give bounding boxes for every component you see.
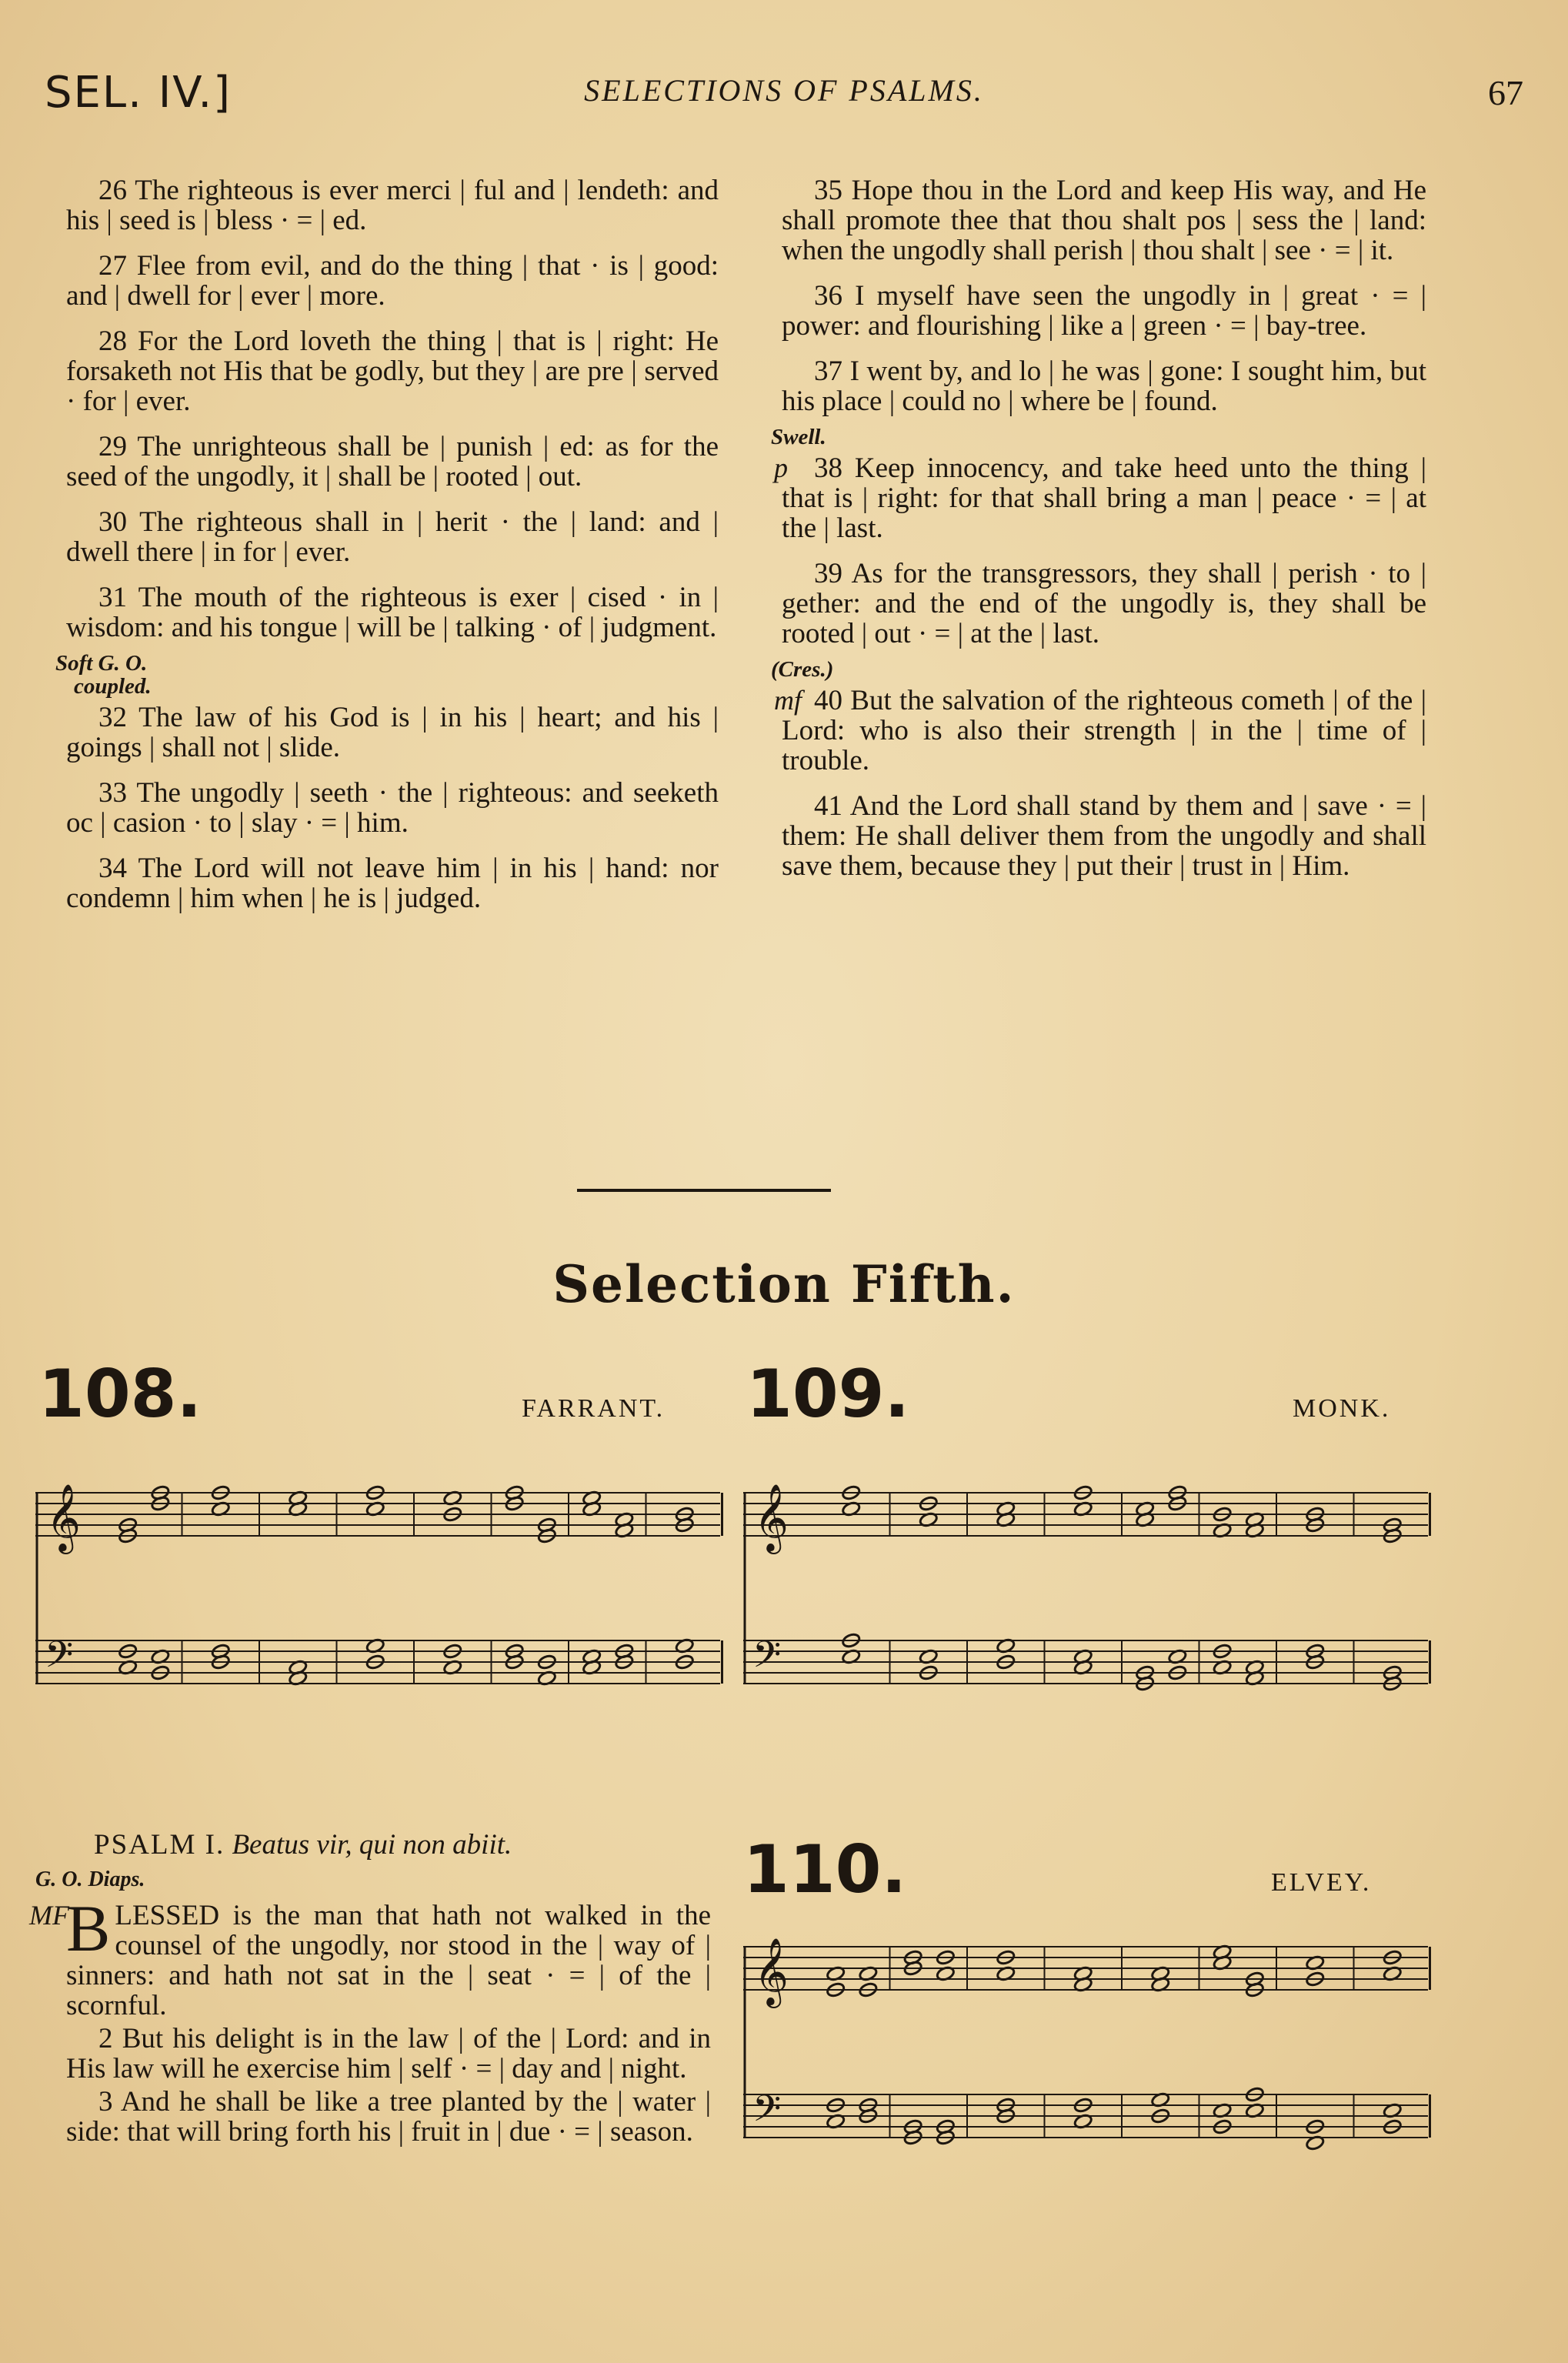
score-staves bbox=[35, 1493, 723, 1684]
tune-109-number: 109. bbox=[746, 1356, 910, 1433]
music-score-108 bbox=[35, 1477, 723, 1754]
verse-35: 35 Hope thou in the Lord and keep His way, and He shall promote thee that thou shalt pos | sess the | land: when the ungodly shall perish | thou shalt | see · = | it. bbox=[782, 175, 1426, 266]
verse-39: 39 As for the transgressors, they shall | perish · to | gether: and the end of the ungodly is, they shall be rooted | out · = | at the | last. bbox=[782, 558, 1426, 649]
verse-30: 30 The righteous shall in | herit · the | land: and | dwell there | in for | ever. bbox=[66, 506, 719, 568]
verse-31: 31 The mouth of the righteous is exer | cised · in | wisdom: and his tongue | will be | talking · of | judgment. bbox=[66, 582, 719, 643]
drop-cap: B bbox=[66, 1891, 111, 1965]
section-label: SEL. IV.] bbox=[45, 68, 232, 118]
registration-soft-go: Soft G. O. bbox=[55, 651, 148, 676]
tune-110-name: ELVEY. bbox=[1271, 1868, 1372, 1897]
psalm-verse-1-text: LESSED is the man that hath not walked in the counsel of the ungodly, nor stood in the | way of | sinners: and hath not sat in the | seat · = | of the | scornful. bbox=[66, 1900, 711, 2021]
dynamic-mf: mf bbox=[774, 685, 802, 716]
verses-column-right bbox=[771, 175, 1426, 896]
verses-column-left bbox=[55, 175, 719, 929]
score-notes bbox=[826, 1944, 1402, 2151]
verse-38: 38 Keep innocency, and take heed unto the thing | that is | right: for that shall bring a man | peace · = | at the | last. bbox=[782, 452, 1426, 544]
bass-clef: 𝄢 bbox=[45, 1633, 74, 1685]
tune-110-number: 110. bbox=[743, 1831, 907, 1908]
verse-38-block bbox=[774, 452, 1426, 544]
verse-27: 27 Flee from evil, and do the thing | that · is | good: and | dwell for | ever | more. bbox=[66, 250, 719, 312]
running-title: SELECTIONS OF PSALMS. bbox=[584, 73, 984, 108]
bass-clef: 𝄢 bbox=[752, 1633, 782, 1685]
verse-40: 40 But the salvation of the righteous cometh | of the | Lord: who is also their strength | in the | time of | trouble. bbox=[782, 685, 1426, 776]
treble-clef: 𝄞 bbox=[46, 1483, 81, 1551]
dynamic-mf-psalm: MF bbox=[29, 1900, 69, 1931]
bass-clef: 𝄢 bbox=[752, 2087, 782, 2139]
verse-28: 28 For the Lord loveth the thing | that is | right: He forsaketh not His that be godly, but they | are pre | served · for | ever. bbox=[66, 325, 719, 417]
verse-29: 29 The unrighteous shall be | punish | ed: as for the seed of the ungodly, it | shall be | rooted | out. bbox=[66, 431, 719, 492]
registration-mark bbox=[55, 652, 719, 698]
verse-40-block bbox=[774, 685, 1426, 776]
section-divider bbox=[577, 1189, 831, 1192]
psalm-number: PSALM I. bbox=[94, 1829, 225, 1861]
treble-clef: 𝄞 bbox=[754, 1483, 789, 1551]
verse-26: 26 The righteous is ever merci | ful and | lendeth: and his | seed is | bless · = | ed. bbox=[66, 175, 719, 236]
music-score-110 bbox=[743, 1931, 1431, 2208]
psalm-verse-2: 2 But his delight is in the law | of the | Lord: and in His law will he exercise him | self · = | day and | night. bbox=[66, 2023, 711, 2084]
verse-34: 34 The Lord will not leave him | in his | hand: nor condemn | him when | he is | judged. bbox=[66, 853, 719, 914]
verse-37: 37 I went by, and lo | he was | gone: I sought him, but his place | could no | where be | found. bbox=[782, 355, 1426, 417]
verse-36: 36 I myself have seen the ungodly in | great · = | power: and flourishing | like a | green · = | bay-tree. bbox=[782, 280, 1426, 342]
registration-cres: (Cres.) bbox=[771, 657, 834, 682]
psalm-1-text bbox=[29, 1829, 711, 2150]
verse-41: 41 And the Lord shall stand by them and | save · = | them: He shall deliver them from the ungodly and shall save them, because they | put their | trust in | Him. bbox=[782, 790, 1426, 882]
verse-32: 32 The law of his God is | in his | heart; and his | goings | shall not | slide. bbox=[66, 702, 719, 763]
tune-108-number: 108. bbox=[38, 1356, 202, 1433]
page-number: 67 bbox=[1488, 73, 1523, 112]
tune-109-name: MONK. bbox=[1293, 1394, 1391, 1423]
dynamic-p: p bbox=[774, 452, 788, 483]
tune-108-name: FARRANT. bbox=[522, 1394, 666, 1423]
psalm-latin-title: Beatus vir, qui non abiit. bbox=[232, 1829, 512, 1861]
selection-title: Selection Fifth. bbox=[552, 1254, 1016, 1314]
music-score-109 bbox=[743, 1477, 1431, 1754]
registration-diaps: G. O. Diaps. bbox=[35, 1867, 145, 1891]
registration-swell: Swell. bbox=[771, 425, 826, 449]
treble-clef: 𝄞 bbox=[754, 1937, 789, 2005]
verse-33: 33 The ungodly | seeth · the | righteous: and seeketh oc | casion · to | slay · = | him. bbox=[66, 777, 719, 839]
psalm-verse-3: 3 And he shall be like a tree planted by the | water | side: that will bring forth his | fruit in | due · = | season. bbox=[66, 2086, 711, 2148]
registration-coupled: coupled. bbox=[74, 674, 152, 699]
page-header bbox=[45, 68, 1523, 122]
psalm-verse-1 bbox=[29, 1891, 711, 2021]
psalm-title bbox=[94, 1830, 711, 1860]
score-staves bbox=[743, 1493, 1431, 1684]
